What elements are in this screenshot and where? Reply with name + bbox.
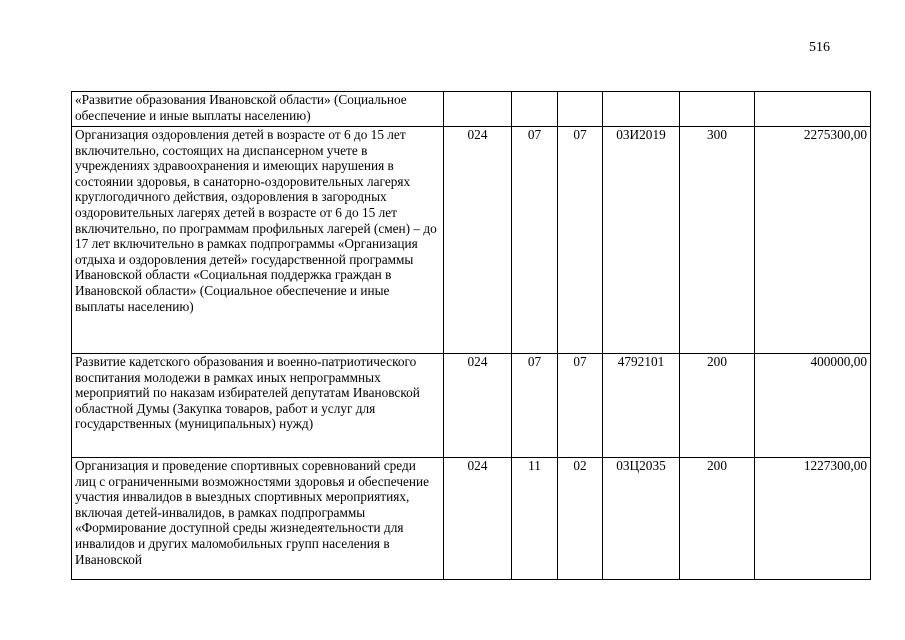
table-row [72,92,871,127]
grbs-cell [444,92,512,127]
table-row [72,458,871,580]
expense-type-cell [680,92,755,127]
expense-type-cell: 200 [680,354,755,458]
amount-cell: 2275300,00 [755,127,871,354]
amount-cell: 1227300,00 [755,458,871,580]
grbs-cell: 024 [444,458,512,580]
description-cell: Организация оздоровления детей в возрасте от 6 до 15 лет включительно, состоящих на диспансерном учете в учреждениях здравоохранения и имеющих нарушения в состоянии здоровья, в санаторно-оздоровительных лагерях круглогодичного действия, оздоровления в загородных оздоровительных лагерях детей в возрасте от 6 до 15 лет включительно, по программам профильных лагерей (смен) – до 17 лет включительно в рамках подпрограммы «Организация отдыха и оздоровления детей» государственной программы Ивановской области «Социальная поддержка граждан в Ивановской области» (Социальное обеспечение и иные выплаты населению) [72,127,444,354]
target-article-cell: 03И2019 [603,127,680,354]
description-cell: Организация и проведение спортивных соревнований среди лиц с ограниченными возможностями здоровья и обеспечение участия инвалидов в выездных спортивных мероприятиях, включая детей-инвалидов, в рамках подпрограммы «Формирование доступной среды жизнедеятельности для инвалидов и других маломобильных групп населения в Ивановской [72,458,444,580]
expense-type-cell: 200 [680,458,755,580]
description-cell: Развитие кадетского образования и военно-патриотического воспитания молодежи в рамках иных непрограммных мероприятий по наказам избирателей депутатам Ивановской областной Думы (Закупка товаров, работ и услуг для государственных (муниципальных) нужд) [72,354,444,458]
amount-cell [755,92,871,127]
page-number: 516 [809,40,830,55]
subsection-cell [558,92,603,127]
table-row [72,127,871,354]
section-cell: 11 [512,458,558,580]
subsection-cell: 02 [558,458,603,580]
subsection-cell: 07 [558,127,603,354]
target-article-cell: 4792101 [603,354,680,458]
budget-table [71,91,871,580]
description-cell: «Развитие образования Ивановской области» (Социальное обеспечение и иные выплаты населению) [72,92,444,127]
table-row [72,354,871,458]
expense-type-cell: 300 [680,127,755,354]
section-cell: 07 [512,354,558,458]
section-cell: 07 [512,127,558,354]
amount-cell: 400000,00 [755,354,871,458]
section-cell [512,92,558,127]
grbs-cell: 024 [444,354,512,458]
subsection-cell: 07 [558,354,603,458]
target-article-cell: 03Ц2035 [603,458,680,580]
target-article-cell [603,92,680,127]
grbs-cell: 024 [444,127,512,354]
